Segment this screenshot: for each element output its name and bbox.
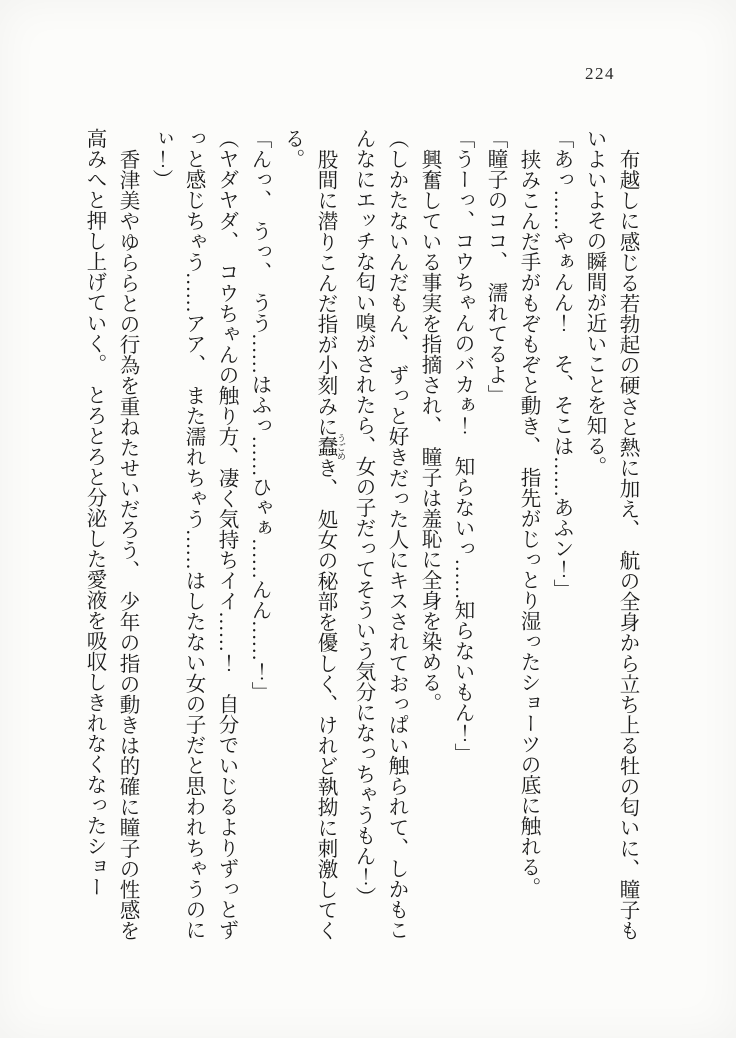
text-block [77,128,643,940]
paragraph: 布越しに感じる若勃起の硬さと熱に加え、 航の全身から立ち上る牡の匂いに、瞳子もいよいよその瞬間が近いことを知る。 [583,128,638,940]
paragraph: 挟みこんだ手がもぞもぞと動き、 指先がじっとり湿ったショーツの底に触れる。 [517,148,539,897]
page-number: 224 [585,64,615,83]
ruby-pre-text: 股間に潜りこんだ指が小刻みに [314,148,336,437]
paragraph: 「んっ、 うっ、 うう……はふっ……ひゃぁ……んん……！」 [248,128,270,702]
ruby-base: 蠢 [314,433,336,461]
paragraph: （ヤダヤダ、 コウちゃんの触り方、凄く気持ちイイ……！ 自分でいじるよりずっとずっと感じちゃう……アア、 また濡れちゃう……はしたない女の子だと思われちゃうのにぃ！） [149,128,237,940]
paragraph: 「あっ……やぁんん！ そ、そこは……あふン！」 [550,128,572,600]
paragraph: 「うーっ、コウちゃんのバカぁ！ 知らないっ……知らないもん！」 [451,128,473,764]
paragraph: 「瞳子のココ、 濡れてるよ」 [484,128,506,405]
ruby-post-text: き、 処女の秘部を優しく、けれど執拗に刺激してくる。 [281,128,336,941]
paragraph: 興奮している事実を指摘され、 瞳子は羞恥に全身を染める。 [418,148,440,713]
paragraph [275,128,346,940]
paragraph: （しかたないんだもん、 ずっと好きだった人にキスされておっぱい触られて、しかもこんなにエッチな匂い嗅がされたら、女の子だってそういう気分になっちゃうもん！） [352,128,407,940]
ruby-annotated-word [314,433,346,461]
paragraph: 香津美やゆららとの行為を重ねたせいだろう、 少年の指の動きは的確に瞳子の性感を高みへと押し上げていく。 とろとろと分泌した愛液を吸収しきれなくなったショー [83,128,138,940]
ruby-text: うごめ [336,433,346,461]
